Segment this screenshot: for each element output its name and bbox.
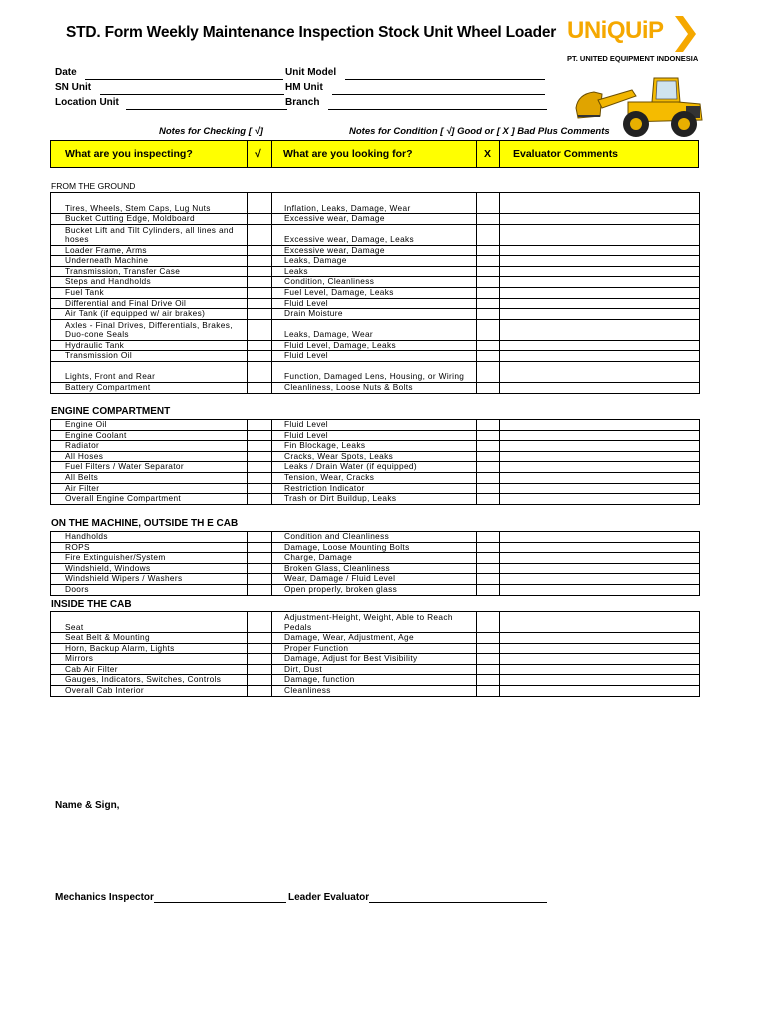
header-check: √ <box>248 141 272 167</box>
engine-inspection-table <box>50 419 700 505</box>
table-row <box>51 612 700 633</box>
inspection-item: Bucket Cutting Edge, Moldboard <box>51 214 248 225</box>
header-comments: Evaluator Comments <box>513 148 619 160</box>
check-cell[interactable] <box>248 256 272 267</box>
x-cell[interactable] <box>477 382 500 393</box>
inspection-item: ROPS <box>51 542 248 553</box>
table-row <box>51 266 700 277</box>
check-cell[interactable] <box>248 319 272 340</box>
evaluator-comment-cell[interactable] <box>500 563 700 574</box>
table-row <box>51 277 700 288</box>
evaluator-comment-cell[interactable] <box>500 584 700 595</box>
evaluator-comment-cell[interactable] <box>500 256 700 267</box>
x-cell[interactable] <box>477 224 500 245</box>
looking-for-item: Wear, Damage / Fluid Level <box>272 574 477 585</box>
company-logo-word: UNiQUiP <box>567 17 664 44</box>
inspection-item: Doors <box>51 584 248 595</box>
table-row <box>51 472 700 483</box>
inspection-item: Fuel Tank <box>51 287 248 298</box>
inspection-item: All Hoses <box>51 451 248 462</box>
looking-for-item: Damage, Loose Mounting Bolts <box>272 542 477 553</box>
page-title: STD. Form Weekly Maintenance Inspection Stock Unit Wheel Loader <box>66 24 557 41</box>
inspection-item: Engine Coolant <box>51 430 248 441</box>
evaluator-comment-cell[interactable] <box>500 664 700 675</box>
x-cell[interactable] <box>477 361 500 382</box>
section-label-ground: FROM THE GROUND <box>51 181 136 191</box>
x-cell[interactable] <box>477 451 500 462</box>
inspection-item: Transmission Oil <box>51 351 248 362</box>
x-cell[interactable] <box>477 266 500 277</box>
table-row <box>51 309 700 320</box>
hm-unit-field[interactable]: HM Unit <box>285 81 545 95</box>
unit-model-line <box>345 69 545 80</box>
evaluator-comment-cell[interactable] <box>500 654 700 665</box>
inspection-item: Handholds <box>51 532 248 543</box>
evaluator-comment-cell[interactable] <box>500 266 700 277</box>
check-cell[interactable] <box>248 224 272 245</box>
check-cell[interactable] <box>248 494 272 505</box>
check-cell[interactable] <box>248 584 272 595</box>
looking-for-item: Fluid Level <box>272 430 477 441</box>
evaluator-comment-cell[interactable] <box>500 420 700 431</box>
looking-for-item: Restriction Indicator <box>272 483 477 494</box>
inspection-item: Tires, Wheels, Stem Caps, Lug Nuts <box>51 193 248 214</box>
inspection-item: Horn, Backup Alarm, Lights <box>51 643 248 654</box>
x-cell[interactable] <box>477 675 500 686</box>
outside-inspection-table <box>50 531 700 596</box>
looking-for-item: Trash or Dirt Buildup, Leaks <box>272 494 477 505</box>
check-cell[interactable] <box>248 563 272 574</box>
evaluator-comment-cell[interactable] <box>500 441 700 452</box>
evaluator-comment-cell[interactable] <box>500 340 700 351</box>
x-cell[interactable] <box>477 319 500 340</box>
inspection-item: Overall Engine Compartment <box>51 494 248 505</box>
looking-for-item: Condition and Cleanliness <box>272 532 477 543</box>
evaluator-comment-cell[interactable] <box>500 298 700 309</box>
x-cell[interactable] <box>477 462 500 473</box>
looking-for-item: Condition, Cleanliness <box>272 277 477 288</box>
looking-for-item: Leaks, Damage <box>272 256 477 267</box>
sn-unit-field[interactable]: SN Unit <box>55 81 284 95</box>
looking-for-item: Leaks, Damage, Wear <box>272 319 477 340</box>
evaluator-comment-cell[interactable] <box>500 430 700 441</box>
sn-unit-line <box>100 84 284 95</box>
section-label-outside: ON THE MACHINE, OUTSIDE TH E CAB <box>51 518 239 529</box>
x-cell[interactable] <box>477 633 500 644</box>
table-row <box>51 494 700 505</box>
x-cell[interactable] <box>477 245 500 256</box>
inspection-item: Loader Frame, Arms <box>51 245 248 256</box>
evaluator-comment-cell[interactable] <box>500 224 700 245</box>
table-row <box>51 643 700 654</box>
x-cell[interactable] <box>477 420 500 431</box>
x-cell[interactable] <box>477 351 500 362</box>
looking-for-item: Cleanliness <box>272 685 477 696</box>
leader-line <box>369 892 547 903</box>
x-cell[interactable] <box>477 643 500 654</box>
leader-evaluator-field[interactable]: Leader Evaluator <box>288 892 547 903</box>
table-row <box>51 553 700 564</box>
x-cell[interactable] <box>477 298 500 309</box>
evaluator-comment-cell[interactable] <box>500 574 700 585</box>
cab-inspection-table <box>50 611 700 697</box>
table-row <box>51 214 700 225</box>
evaluator-comment-cell[interactable] <box>500 643 700 654</box>
looking-for-item: Excessive wear, Damage, Leaks <box>272 224 477 245</box>
x-cell[interactable] <box>477 563 500 574</box>
looking-for-item: Excessive wear, Damage <box>272 245 477 256</box>
check-cell[interactable] <box>248 532 272 543</box>
table-row <box>51 574 700 585</box>
name-sign-label: Name & Sign, <box>55 800 120 811</box>
evaluator-comment-cell[interactable] <box>500 494 700 505</box>
looking-for-item: Leaks / Drain Water (if equipped) <box>272 462 477 473</box>
inspection-item: Radiator <box>51 441 248 452</box>
check-cell[interactable] <box>248 542 272 553</box>
table-row <box>51 224 700 245</box>
x-cell[interactable] <box>477 472 500 483</box>
inspection-item: Hydraulic Tank <box>51 340 248 351</box>
x-cell[interactable] <box>477 340 500 351</box>
inspection-item: Air Tank (if equipped w/ air brakes) <box>51 309 248 320</box>
check-cell[interactable] <box>248 351 272 362</box>
looking-for-item: Inflation, Leaks, Damage, Wear <box>272 193 477 214</box>
check-cell[interactable] <box>248 214 272 225</box>
looking-for-item: Cleanliness, Loose Nuts & Bolts <box>272 382 477 393</box>
table-row <box>51 193 700 214</box>
check-cell[interactable] <box>248 298 272 309</box>
x-cell[interactable] <box>477 654 500 665</box>
check-cell[interactable] <box>248 675 272 686</box>
date-line <box>85 69 283 80</box>
x-cell[interactable] <box>477 574 500 585</box>
table-row <box>51 351 700 362</box>
inspection-item: Engine Oil <box>51 420 248 431</box>
evaluator-comment-cell[interactable] <box>500 633 700 644</box>
evaluator-comment-cell[interactable] <box>500 542 700 553</box>
table-row <box>51 483 700 494</box>
looking-for-item: Damage, function <box>272 675 477 686</box>
table-row <box>51 542 700 553</box>
check-cell[interactable] <box>248 612 272 633</box>
evaluator-comment-cell[interactable] <box>500 309 700 320</box>
evaluator-comment-cell[interactable] <box>500 612 700 633</box>
looking-for-item: Fluid Level <box>272 420 477 431</box>
evaluator-comment-cell[interactable] <box>500 451 700 462</box>
table-row <box>51 319 700 340</box>
inspection-item: All Belts <box>51 472 248 483</box>
check-cell[interactable] <box>248 472 272 483</box>
table-row <box>51 675 700 686</box>
evaluator-comment-cell[interactable] <box>500 532 700 543</box>
section-label-engine: ENGINE COMPARTMENT <box>51 406 171 417</box>
x-cell[interactable] <box>477 441 500 452</box>
table-row <box>51 361 700 382</box>
company-name: PT. UNITED EQUIPMENT INDONESIA <box>567 54 699 63</box>
evaluator-comment-cell[interactable] <box>500 675 700 686</box>
inspection-item: Fuel Filters / Water Separator <box>51 462 248 473</box>
x-cell[interactable] <box>477 483 500 494</box>
inspection-item: Fire Extinguisher/System <box>51 553 248 564</box>
table-row <box>51 462 700 473</box>
table-row <box>51 441 700 452</box>
inspection-item: Overall Cab Interior <box>51 685 248 696</box>
evaluator-comment-cell[interactable] <box>500 319 700 340</box>
check-cell[interactable] <box>248 483 272 494</box>
table-row <box>51 451 700 462</box>
check-cell[interactable] <box>248 462 272 473</box>
hm-unit-line <box>332 84 545 95</box>
table-row <box>51 340 700 351</box>
inspection-item: Bucket Lift and Tilt Cylinders, all lines and hoses <box>51 224 248 245</box>
x-cell[interactable] <box>477 494 500 505</box>
table-row <box>51 664 700 675</box>
looking-for-item: Tension, Wear, Cracks <box>272 472 477 483</box>
notes-condition: Notes for Condition [ √] Good or [ X ] Bad Plus Comments <box>349 126 610 137</box>
inspection-item: Steps and Handholds <box>51 277 248 288</box>
looking-for-item: Fluid Level <box>272 298 477 309</box>
looking-for-item: Dirt, Dust <box>272 664 477 675</box>
looking-for-item: Open properly, broken glass <box>272 584 477 595</box>
location-unit-field[interactable]: Location Unit <box>55 96 287 110</box>
evaluator-comment-cell[interactable] <box>500 245 700 256</box>
evaluator-comment-cell[interactable] <box>500 277 700 288</box>
header-x: X <box>477 141 500 167</box>
table-row <box>51 298 700 309</box>
x-cell[interactable] <box>477 214 500 225</box>
table-row <box>51 245 700 256</box>
inspection-item: Windshield, Windows <box>51 563 248 574</box>
looking-for-item: Adjustment-Height, Weight, Able to Reach Pedals <box>272 612 477 633</box>
x-cell[interactable] <box>477 612 500 633</box>
table-row <box>51 584 700 595</box>
check-cell[interactable] <box>248 451 272 462</box>
check-cell[interactable] <box>248 245 272 256</box>
looking-for-item: Fluid Level <box>272 351 477 362</box>
x-cell[interactable] <box>477 256 500 267</box>
inspection-item: Seat <box>51 612 248 633</box>
looking-for-item: Proper Function <box>272 643 477 654</box>
ground-inspection-table <box>50 192 700 394</box>
header-inspecting: What are you inspecting? <box>51 141 248 167</box>
looking-for-item: Damage, Adjust for Best Visibility <box>272 654 477 665</box>
table-row <box>51 633 700 644</box>
location-unit-line <box>126 99 287 110</box>
check-cell[interactable] <box>248 382 272 393</box>
table-row <box>51 420 700 431</box>
check-cell[interactable] <box>248 574 272 585</box>
check-cell[interactable] <box>248 633 272 644</box>
inspection-item: Cab Air Filter <box>51 664 248 675</box>
check-cell[interactable] <box>248 654 272 665</box>
check-cell[interactable] <box>248 643 272 654</box>
check-cell[interactable] <box>248 430 272 441</box>
x-cell[interactable] <box>477 584 500 595</box>
check-cell[interactable] <box>248 553 272 564</box>
check-cell[interactable] <box>248 277 272 288</box>
x-cell[interactable] <box>477 277 500 288</box>
looking-for-item: Leaks <box>272 266 477 277</box>
inspection-item: Differential and Final Drive Oil <box>51 298 248 309</box>
looking-for-item: Function, Damaged Lens, Housing, or Wiring <box>272 361 477 382</box>
looking-for-item: Cracks, Wear Spots, Leaks <box>272 451 477 462</box>
table-row <box>51 256 700 267</box>
evaluator-comment-cell[interactable] <box>500 483 700 494</box>
inspection-item: Windshield Wipers / Washers <box>51 574 248 585</box>
table-row <box>51 685 700 696</box>
looking-for-item: Broken Glass, Cleanliness <box>272 563 477 574</box>
branch-line <box>328 99 547 110</box>
x-cell[interactable] <box>477 664 500 675</box>
mechanics-inspector-field[interactable]: Mechanics Inspector <box>55 892 286 903</box>
x-cell[interactable] <box>477 287 500 298</box>
looking-for-item: Fluid Level, Damage, Leaks <box>272 340 477 351</box>
inspection-item: Battery Compartment <box>51 382 248 393</box>
section-label-cab: INSIDE THE CAB <box>51 599 132 610</box>
x-cell[interactable] <box>477 553 500 564</box>
table-row <box>51 532 700 543</box>
check-cell[interactable] <box>248 266 272 277</box>
check-cell[interactable] <box>248 441 272 452</box>
mechanics-line <box>154 892 286 903</box>
x-cell[interactable] <box>477 542 500 553</box>
check-cell[interactable] <box>248 340 272 351</box>
x-cell[interactable] <box>477 193 500 214</box>
evaluator-comment-cell[interactable] <box>500 462 700 473</box>
evaluator-comment-cell[interactable] <box>500 287 700 298</box>
inspection-item: Axles - Final Drives, Differentials, Brakes, Duo-cone Seals <box>51 319 248 340</box>
inspection-item: Transmission, Transfer Case <box>51 266 248 277</box>
check-cell[interactable] <box>248 287 272 298</box>
evaluator-comment-cell[interactable] <box>500 472 700 483</box>
check-cell[interactable] <box>248 685 272 696</box>
check-cell[interactable] <box>248 193 272 214</box>
check-cell[interactable] <box>248 420 272 431</box>
inspection-item: Underneath Machine <box>51 256 248 267</box>
inspection-item: Gauges, Indicators, Switches, Controls <box>51 675 248 686</box>
unit-model-field[interactable]: Unit Model <box>285 66 545 80</box>
inspection-item: Lights, Front and Rear <box>51 361 248 382</box>
evaluator-comment-cell[interactable] <box>500 685 700 696</box>
branch-field[interactable]: Branch <box>285 96 547 110</box>
evaluator-comment-cell[interactable] <box>500 351 700 362</box>
evaluator-comment-cell[interactable] <box>500 214 700 225</box>
table-row <box>51 430 700 441</box>
table-row <box>51 382 700 393</box>
table-header <box>50 140 699 168</box>
inspection-item: Seat Belt & Mounting <box>51 633 248 644</box>
x-cell[interactable] <box>477 430 500 441</box>
evaluator-comment-cell[interactable] <box>500 361 700 382</box>
inspection-item: Air Filter <box>51 483 248 494</box>
notes-checking: Notes for Checking [ √] <box>159 126 263 137</box>
table-row <box>51 563 700 574</box>
looking-for-item: Excessive wear, Damage <box>272 214 477 225</box>
inspection-item: Mirrors <box>51 654 248 665</box>
looking-for-item: Charge, Damage <box>272 553 477 564</box>
evaluator-comment-cell[interactable] <box>500 193 700 214</box>
evaluator-comment-cell[interactable] <box>500 553 700 564</box>
looking-for-item: Fuel Level, Damage, Leaks <box>272 287 477 298</box>
x-cell[interactable] <box>477 309 500 320</box>
header-looking: What are you looking for? <box>272 141 477 167</box>
check-cell[interactable] <box>248 361 272 382</box>
x-cell[interactable] <box>477 532 500 543</box>
date-field[interactable]: Date <box>55 66 283 80</box>
check-cell[interactable] <box>248 309 272 320</box>
evaluator-comment-cell[interactable] <box>500 382 700 393</box>
looking-for-item: Drain Moisture <box>272 309 477 320</box>
table-row <box>51 654 700 665</box>
table-row <box>51 287 700 298</box>
x-cell[interactable] <box>477 685 500 696</box>
check-cell[interactable] <box>248 664 272 675</box>
looking-for-item: Damage, Wear, Adjustment, Age <box>272 633 477 644</box>
looking-for-item: Fin Blockage, Leaks <box>272 441 477 452</box>
chevron-right-icon <box>672 14 698 54</box>
